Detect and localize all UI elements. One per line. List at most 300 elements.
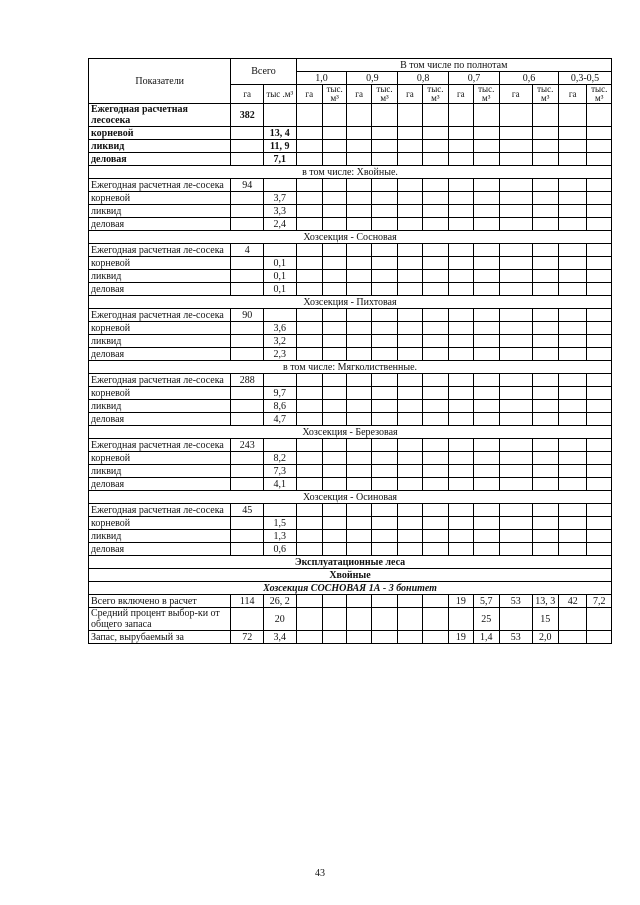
table-cell [499, 335, 532, 348]
density-header: 0,8 [398, 72, 449, 85]
table-cell [398, 543, 422, 556]
row-label: деловая [89, 283, 231, 296]
table-cell [473, 104, 499, 127]
table-cell [398, 530, 422, 543]
table-cell [263, 504, 296, 517]
table-cell [296, 439, 322, 452]
table-cell [322, 140, 346, 153]
table-cell [587, 504, 612, 517]
table-cell: 3,6 [263, 322, 296, 335]
table-row [89, 348, 612, 361]
table-cell [347, 270, 371, 283]
table-cell [296, 179, 322, 192]
table-cell [231, 140, 264, 153]
table-cell [499, 504, 532, 517]
table-cell [371, 504, 397, 517]
table-cell: 53 [499, 595, 532, 608]
table-cell [322, 322, 346, 335]
table-cell [532, 179, 558, 192]
table-cell [371, 413, 397, 426]
table-cell [422, 517, 448, 530]
table-cell [296, 153, 322, 166]
table-cell [347, 374, 371, 387]
table-cell: 11, 9 [263, 140, 296, 153]
table-cell [231, 270, 264, 283]
table-cell [422, 452, 448, 465]
table-cell: 25 [473, 608, 499, 631]
table-cell: 2,4 [263, 218, 296, 231]
table-cell [449, 452, 473, 465]
table-cell [499, 322, 532, 335]
row-label: корневой [89, 127, 231, 140]
unit-volume-header: тыс. м³ [371, 85, 397, 104]
section-row [89, 166, 612, 179]
table-cell [587, 205, 612, 218]
table-cell: 1,3 [263, 530, 296, 543]
table-cell: 3,2 [263, 335, 296, 348]
table-cell [347, 257, 371, 270]
table-cell [449, 179, 473, 192]
table-cell [371, 439, 397, 452]
table-cell [422, 413, 448, 426]
table-cell [398, 400, 422, 413]
table-cell [499, 452, 532, 465]
table-cell [231, 413, 264, 426]
table-cell [231, 517, 264, 530]
table-cell: 0,1 [263, 270, 296, 283]
table-cell [532, 530, 558, 543]
table-cell: 19 [449, 631, 473, 644]
table-cell [296, 543, 322, 556]
table-cell [473, 322, 499, 335]
table-cell [263, 179, 296, 192]
table-cell [231, 348, 264, 361]
table-cell [371, 270, 397, 283]
table-cell [347, 309, 371, 322]
row-label: корневой [89, 452, 231, 465]
row-label: Ежегодная расчетная лесосека [89, 104, 231, 127]
table-cell [532, 322, 558, 335]
table-cell [422, 631, 448, 644]
table-cell [558, 309, 586, 322]
table-cell [371, 283, 397, 296]
table-cell [422, 309, 448, 322]
table-cell [398, 309, 422, 322]
table-cell [422, 530, 448, 543]
table-cell [499, 127, 532, 140]
table-cell [347, 348, 371, 361]
table-cell [422, 244, 448, 257]
table-cell [473, 270, 499, 283]
unit-ha-header: га [398, 85, 422, 104]
table-cell [296, 595, 322, 608]
table-row [89, 322, 612, 335]
table-cell [263, 439, 296, 452]
table-cell [532, 244, 558, 257]
section-row [89, 556, 612, 569]
table-row [89, 205, 612, 218]
table-cell [532, 192, 558, 205]
unit-volume-header: тыс. м³ [422, 85, 448, 104]
table-cell [422, 140, 448, 153]
table-cell [532, 452, 558, 465]
table-cell [532, 517, 558, 530]
table-row [89, 283, 612, 296]
table-cell [499, 179, 532, 192]
table-row [89, 270, 612, 283]
table-cell [532, 218, 558, 231]
table-row [89, 595, 612, 608]
density-group-header: В том числе по полнотам [296, 59, 611, 72]
table-cell: 3,7 [263, 192, 296, 205]
table-cell [296, 283, 322, 296]
table-row [89, 400, 612, 413]
table-cell [558, 530, 586, 543]
table-cell [231, 192, 264, 205]
table-cell [587, 465, 612, 478]
table-cell [587, 270, 612, 283]
table-row [89, 257, 612, 270]
table-cell [371, 322, 397, 335]
table-cell [263, 104, 296, 127]
row-label: Ежегодная расчетная ле-сосека [89, 439, 231, 452]
table-cell [473, 439, 499, 452]
table-cell [263, 244, 296, 257]
table-cell [296, 192, 322, 205]
table-cell [558, 452, 586, 465]
table-cell [322, 283, 346, 296]
table-cell [296, 374, 322, 387]
table-cell [558, 257, 586, 270]
table-cell [422, 127, 448, 140]
table-row [89, 244, 612, 257]
table-cell [532, 504, 558, 517]
table-cell [449, 530, 473, 543]
table-cell [499, 218, 532, 231]
row-label: Ежегодная расчетная ле-сосека [89, 309, 231, 322]
table-cell [587, 543, 612, 556]
table-cell [587, 244, 612, 257]
table-cell [371, 257, 397, 270]
table-cell [558, 517, 586, 530]
table-cell: 2,0 [532, 631, 558, 644]
table-cell [322, 179, 346, 192]
table-row [89, 335, 612, 348]
table-cell [322, 244, 346, 257]
table-cell [422, 205, 448, 218]
table-cell [587, 530, 612, 543]
unit-ha-header: га [449, 85, 473, 104]
table-cell [322, 335, 346, 348]
row-label: Ежегодная расчетная ле-сосека [89, 374, 231, 387]
row-label: корневой [89, 192, 231, 205]
table-cell: 45 [231, 504, 264, 517]
table-cell [532, 439, 558, 452]
table-cell [347, 478, 371, 491]
table-cell [398, 608, 422, 631]
table-cell [449, 374, 473, 387]
table-cell: 4 [231, 244, 264, 257]
table-cell [473, 335, 499, 348]
table-cell [347, 530, 371, 543]
table-cell [587, 322, 612, 335]
table-cell [532, 465, 558, 478]
section-row [89, 569, 612, 582]
table-cell [473, 478, 499, 491]
table-cell [371, 465, 397, 478]
table-cell: 0,1 [263, 257, 296, 270]
table-cell [296, 244, 322, 257]
table-cell: 288 [231, 374, 264, 387]
table-cell [371, 179, 397, 192]
unit-volume-header: тыс. м³ [587, 85, 612, 104]
table-cell [322, 465, 346, 478]
table-cell [449, 283, 473, 296]
table-cell [449, 465, 473, 478]
table-cell [587, 104, 612, 127]
table-cell [449, 543, 473, 556]
table-cell [347, 517, 371, 530]
table-cell [587, 335, 612, 348]
table-cell [231, 387, 264, 400]
table-cell [532, 387, 558, 400]
section-title: Хозсекция СОСНОВАЯ 1А - 3 бонитет [89, 582, 612, 595]
table-cell [422, 283, 448, 296]
section-title: Хозсекция - Березовая [89, 426, 612, 439]
table-cell [347, 387, 371, 400]
table-cell [422, 104, 448, 127]
table-cell [532, 153, 558, 166]
table-cell [558, 283, 586, 296]
table-cell [558, 631, 586, 644]
table-cell [587, 413, 612, 426]
table-cell [322, 153, 346, 166]
table-cell [558, 478, 586, 491]
table-cell [449, 257, 473, 270]
row-label: Ежегодная расчетная ле-сосека [89, 179, 231, 192]
table-cell [587, 179, 612, 192]
table-cell [296, 465, 322, 478]
table-cell [558, 205, 586, 218]
table-cell [449, 127, 473, 140]
table-cell [371, 517, 397, 530]
table-cell [473, 374, 499, 387]
row-label: ликвид [89, 465, 231, 478]
table-cell [398, 348, 422, 361]
table-cell [347, 452, 371, 465]
table-cell [587, 283, 612, 296]
indicators-header: Показатели [89, 59, 231, 104]
table-cell [398, 413, 422, 426]
table-cell [296, 218, 322, 231]
table-cell [449, 309, 473, 322]
table-cell [499, 374, 532, 387]
table-row [89, 387, 612, 400]
table-cell [422, 608, 448, 631]
table-cell [422, 465, 448, 478]
table-cell [499, 283, 532, 296]
table-cell [347, 104, 371, 127]
section-title: Хозсекция - Пихтовая [89, 296, 612, 309]
table-cell [322, 192, 346, 205]
table-cell [296, 140, 322, 153]
table-cell: 19 [449, 595, 473, 608]
table-cell [347, 322, 371, 335]
unit-ha-header: га [296, 85, 322, 104]
section-title: в том числе: Хвойные. [89, 166, 612, 179]
table-cell [587, 374, 612, 387]
table-cell: 382 [231, 104, 264, 127]
row-label: деловая [89, 348, 231, 361]
table-cell [398, 244, 422, 257]
table-cell [422, 504, 448, 517]
table-cell [558, 218, 586, 231]
table-cell [322, 595, 346, 608]
table-row [89, 192, 612, 205]
table-cell: 3,4 [263, 631, 296, 644]
table-cell [231, 608, 264, 631]
table-cell: 94 [231, 179, 264, 192]
table-cell [473, 413, 499, 426]
table-cell [296, 257, 322, 270]
table-cell [499, 140, 532, 153]
table-cell [398, 218, 422, 231]
row-label: деловая [89, 478, 231, 491]
table-cell [499, 543, 532, 556]
table-cell [347, 400, 371, 413]
table-cell [449, 608, 473, 631]
table-row [89, 543, 612, 556]
table-cell: 13, 3 [532, 595, 558, 608]
table-cell [347, 543, 371, 556]
table-cell: 4,7 [263, 413, 296, 426]
row-label: ликвид [89, 335, 231, 348]
table-cell [499, 104, 532, 127]
table-cell [263, 374, 296, 387]
table-cell [347, 218, 371, 231]
row-label: Запас, вырубаемый за [89, 631, 231, 644]
table-cell [558, 153, 586, 166]
table-cell [499, 192, 532, 205]
table-cell [532, 283, 558, 296]
table-cell [322, 439, 346, 452]
table-cell [371, 104, 397, 127]
table-row [89, 530, 612, 543]
table-cell [231, 205, 264, 218]
row-label: ликвид [89, 530, 231, 543]
unit-volume-header: тыс. м³ [322, 85, 346, 104]
table-cell [449, 153, 473, 166]
table-cell [449, 270, 473, 283]
table-cell [347, 127, 371, 140]
table-cell [347, 413, 371, 426]
table-cell [398, 439, 422, 452]
row-label: деловая [89, 218, 231, 231]
table-cell [398, 517, 422, 530]
table-cell [347, 283, 371, 296]
section-title: Хвойные [89, 569, 612, 582]
table-cell [371, 452, 397, 465]
table-cell [347, 335, 371, 348]
table-row [89, 153, 612, 166]
table-cell [371, 530, 397, 543]
table-cell [449, 192, 473, 205]
table-body [89, 104, 612, 644]
table-cell [398, 465, 422, 478]
unit-ha-header: га [231, 85, 264, 104]
table-cell: 72 [231, 631, 264, 644]
section-title: Хозсекция - Сосновая [89, 231, 612, 244]
table-cell [532, 335, 558, 348]
table-cell [371, 478, 397, 491]
table-cell [422, 179, 448, 192]
table-row [89, 218, 612, 231]
table-row [89, 439, 612, 452]
table-row [89, 452, 612, 465]
table-cell [558, 270, 586, 283]
table-cell [231, 400, 264, 413]
table-cell [296, 608, 322, 631]
table-cell [499, 257, 532, 270]
table-cell: 90 [231, 309, 264, 322]
table-cell: 243 [231, 439, 264, 452]
table-row [89, 504, 612, 517]
table-cell [398, 153, 422, 166]
table-cell [449, 517, 473, 530]
table-cell [422, 543, 448, 556]
table-row [89, 608, 612, 631]
table-cell [347, 595, 371, 608]
table-cell [371, 309, 397, 322]
section-title: в том числе: Мягколиственные. [89, 361, 612, 374]
row-label: ликвид [89, 140, 231, 153]
unit-volume-header: тыс. м³ [532, 85, 558, 104]
table-cell [587, 452, 612, 465]
table-cell: 7,2 [587, 595, 612, 608]
table-cell: 9,7 [263, 387, 296, 400]
table-cell [558, 179, 586, 192]
table-cell [398, 335, 422, 348]
table-cell [296, 478, 322, 491]
table-cell [473, 244, 499, 257]
table-cell [558, 439, 586, 452]
table-cell [322, 257, 346, 270]
table-cell [296, 387, 322, 400]
table-cell [296, 335, 322, 348]
table-cell [558, 244, 586, 257]
table-cell [499, 244, 532, 257]
table-cell: 0,6 [263, 543, 296, 556]
table-cell: 3,3 [263, 205, 296, 218]
table-cell [231, 153, 264, 166]
table-cell [322, 400, 346, 413]
page-number: 43 [315, 868, 325, 879]
table-cell [296, 270, 322, 283]
table-cell [371, 608, 397, 631]
table-cell: 7,3 [263, 465, 296, 478]
table-cell [473, 543, 499, 556]
table-cell [558, 348, 586, 361]
table-cell [587, 439, 612, 452]
table-cell [532, 270, 558, 283]
table-row [89, 413, 612, 426]
table-cell [587, 140, 612, 153]
table-cell [532, 205, 558, 218]
table-cell [587, 153, 612, 166]
table-cell [422, 478, 448, 491]
density-header: 0,6 [499, 72, 558, 85]
table-cell [371, 348, 397, 361]
